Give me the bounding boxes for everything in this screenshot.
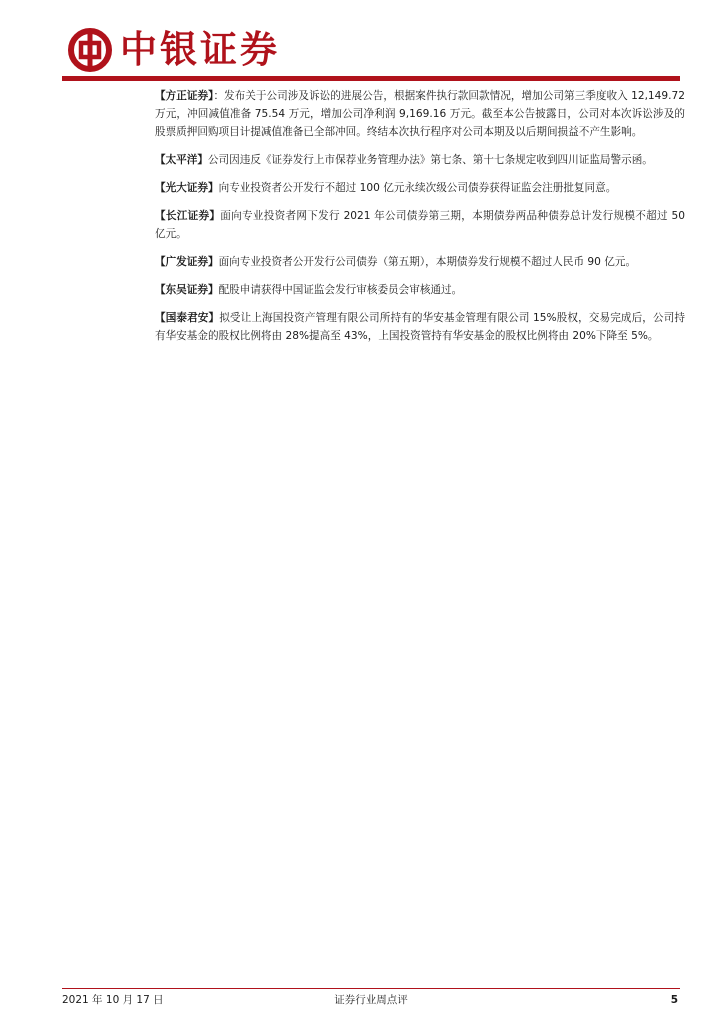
news-text: 向专业投资者公开发行不超过 100 亿元永续次级公司债券获得证监会注册批复同意。 bbox=[218, 182, 617, 194]
footer-title: 证券行业周点评 bbox=[334, 994, 408, 1006]
page-header bbox=[62, 26, 680, 76]
news-item bbox=[155, 281, 685, 299]
company-label: 【国泰君安】 bbox=[155, 312, 220, 324]
company-label: 【东吴证券】 bbox=[155, 284, 219, 296]
header-divider bbox=[62, 76, 680, 81]
page-footer bbox=[62, 991, 680, 1009]
news-item bbox=[155, 253, 685, 271]
news-item bbox=[155, 207, 685, 243]
company-label: 【长江证券】 bbox=[155, 210, 221, 222]
news-item bbox=[155, 151, 685, 169]
company-label: 【广发证券】 bbox=[155, 256, 219, 268]
bank-of-china-logo-icon bbox=[68, 28, 112, 72]
company-label: 【太平洋】 bbox=[155, 154, 208, 166]
news-text: ：发布关于公司涉及诉讼的进展公告，根据案件执行款回款情况，增加公司第三季度收入 12,149.72 万元，冲回减值准备 75.54 万元，增加公司净利润 9,169.16 万元。截至本公告披露日，公司对本次诉讼涉及的股票质押回购项目计提减值准备已全部冲回。终结本次执行程序对公司本期及以后期间损益不产生影响。 bbox=[155, 90, 686, 138]
brand-name: 中银证券 bbox=[120, 28, 280, 71]
news-item bbox=[155, 179, 685, 197]
news-text: 配股申请获得中国证监会发行审核委员会审核通过。 bbox=[218, 284, 463, 296]
news-text: 公司因违反《证券发行上市保荐业务管理办法》第七条、第十七条规定收到四川证监局警示函。 bbox=[207, 154, 653, 166]
footer-date: 2021 年 10 月 17 日 bbox=[62, 994, 164, 1006]
news-text: 面向专业投资者网下发行 2021 年公司债券第三期，本期债券两品种债券总计发行规模不超过 50 亿元。 bbox=[155, 210, 685, 240]
company-label: 【方正证券】 bbox=[155, 90, 214, 102]
news-text: 面向专业投资者公开发行公司债券（第五期），本期债券发行规模不超过人民币 90 亿元。 bbox=[218, 256, 637, 268]
company-label: 【光大证券】 bbox=[155, 182, 219, 194]
news-item bbox=[155, 309, 685, 345]
news-item bbox=[155, 87, 685, 141]
news-text: 拟受让上海国投资产管理有限公司所持有的华安基金管理有限公司 15%股权，交易完成后，公司持有华安基金的股权比例将由 28%提高至 43%，上国投资管持有华安基金的股权比例将由 20%下降至 5%。 bbox=[155, 312, 685, 342]
news-list bbox=[155, 87, 685, 355]
page-number: 5 bbox=[670, 994, 678, 1006]
footer-divider bbox=[62, 988, 680, 989]
